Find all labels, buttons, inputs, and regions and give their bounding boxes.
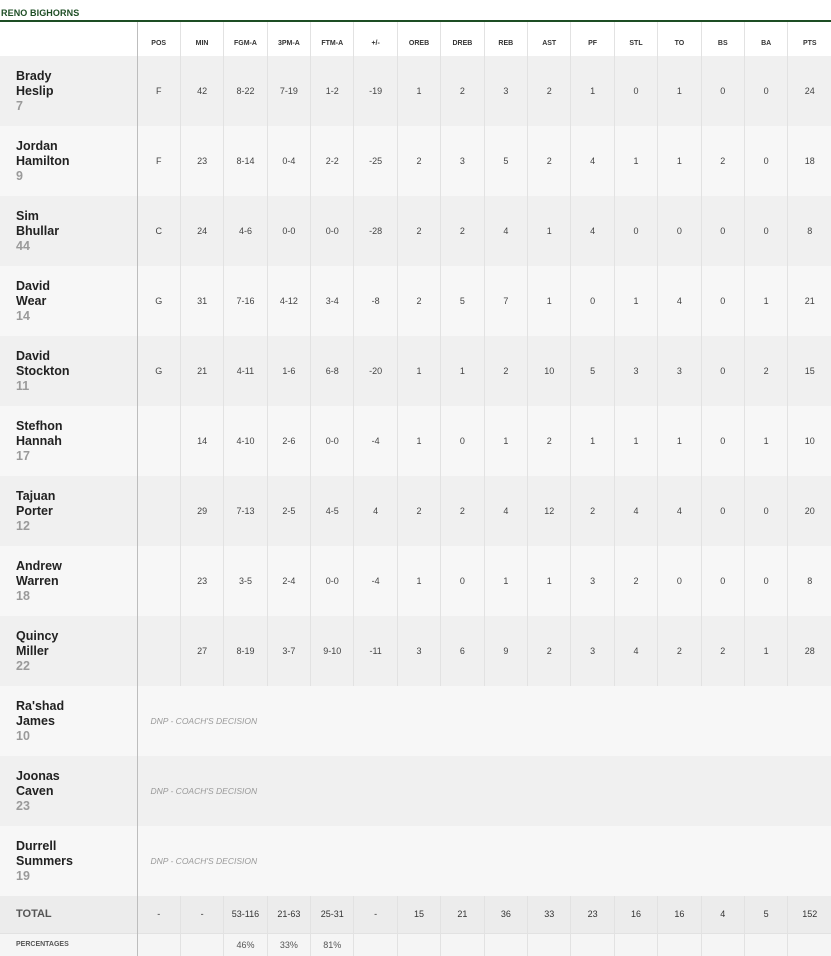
stat-cell-min: 24 [180, 196, 223, 266]
stat-cell-reb: 1 [484, 406, 527, 476]
stat-cell-dreb: 1 [441, 336, 484, 406]
stat-cell-min: 14 [180, 406, 223, 476]
player-first-name[interactable]: Jordan [16, 139, 58, 153]
percentages-row-cell [744, 933, 787, 956]
player-last-name[interactable]: Stockton [16, 364, 70, 378]
player-row [0, 196, 831, 266]
player-last-name[interactable]: Miller [16, 644, 49, 658]
player-row [0, 336, 831, 406]
stat-cell-ba: 0 [744, 126, 787, 196]
player-first-name[interactable]: David [16, 349, 51, 363]
stat-cell-pos [137, 476, 180, 546]
stat-cell-to: 0 [658, 546, 701, 616]
player-last-name[interactable]: Wear [16, 294, 47, 308]
player-name-cell [0, 756, 137, 826]
player-name-cell [0, 546, 137, 616]
stat-cell-ftm-a: 0-0 [311, 546, 354, 616]
stat-cell-: -4 [354, 406, 397, 476]
stat-cell-pts: 20 [788, 476, 831, 546]
player-number: 22 [16, 659, 30, 673]
stat-cell-to: 3 [658, 336, 701, 406]
stat-cell-min: 31 [180, 266, 223, 336]
percentages-row-cell [397, 933, 440, 956]
stat-cell-bs: 0 [701, 56, 744, 126]
column-header-to[interactable]: TO [658, 22, 701, 56]
stat-cell-ast: 12 [528, 476, 571, 546]
stat-cell-3pm-a: 4-12 [267, 266, 310, 336]
stat-cell-: -28 [354, 196, 397, 266]
percentages-row [0, 933, 831, 956]
stat-cell-pf: 5 [571, 336, 614, 406]
stat-cell-reb: 3 [484, 56, 527, 126]
totals-row-cell: 16 [614, 896, 657, 933]
stat-cell-min: 21 [180, 336, 223, 406]
column-header-reb[interactable]: REB [484, 22, 527, 56]
stat-cell-fgm-a: 7-13 [224, 476, 267, 546]
player-row [0, 126, 831, 196]
player-number: 14 [16, 309, 30, 323]
stat-cell-bs: 2 [701, 126, 744, 196]
totals-row-cell: 23 [571, 896, 614, 933]
stat-cell-to: 4 [658, 476, 701, 546]
stat-cell-stl: 1 [614, 406, 657, 476]
stat-cell-pf: 0 [571, 266, 614, 336]
player-name-cell [0, 196, 137, 266]
player-row [0, 616, 831, 686]
stat-cell-to: 1 [658, 56, 701, 126]
percentages-row-cell [614, 933, 657, 956]
stat-cell-to: 1 [658, 406, 701, 476]
stat-cell-stl: 2 [614, 546, 657, 616]
stat-cell-pf: 2 [571, 476, 614, 546]
stat-cell-3pm-a: 3-7 [267, 616, 310, 686]
stat-cell-pos [137, 616, 180, 686]
stat-cell-reb: 7 [484, 266, 527, 336]
stat-cell-stl: 1 [614, 126, 657, 196]
percentages-row-cell [441, 933, 484, 956]
stat-cell-: 4 [354, 476, 397, 546]
stat-cell-reb: 1 [484, 546, 527, 616]
stat-cell-stl: 4 [614, 476, 657, 546]
stat-cell-3pm-a: 0-0 [267, 196, 310, 266]
stat-cell-oreb: 1 [397, 406, 440, 476]
totals-row-cell: 15 [397, 896, 440, 933]
team-name: RENO BIGHORNS [1, 8, 80, 18]
stat-cell-ast: 10 [528, 336, 571, 406]
stat-cell-ba: 1 [744, 406, 787, 476]
stat-cell-pf: 3 [571, 546, 614, 616]
stat-cell-ast: 2 [528, 56, 571, 126]
player-number: 19 [16, 869, 30, 883]
percentages-row-cell [180, 933, 223, 956]
stat-cell-oreb: 1 [397, 336, 440, 406]
percentages-row-cell [484, 933, 527, 956]
stat-cell-stl: 0 [614, 56, 657, 126]
percentages-row-cell [658, 933, 701, 956]
player-first-name[interactable]: Brady [16, 69, 52, 83]
stat-cell-oreb: 1 [397, 56, 440, 126]
stat-cell-3pm-a: 2-6 [267, 406, 310, 476]
player-number: 7 [16, 99, 23, 113]
stat-cell-pos: F [137, 56, 180, 126]
dnp-note: DNP - COACH'S DECISION [137, 686, 831, 756]
totals-row-cell: 36 [484, 896, 527, 933]
stat-cell-pts: 10 [788, 406, 831, 476]
player-first-name[interactable]: Sim [16, 209, 39, 223]
stat-cell-3pm-a: 2-4 [267, 546, 310, 616]
player-number: 11 [16, 379, 30, 393]
column-header-bs[interactable]: BS [701, 22, 744, 56]
stat-cell-min: 29 [180, 476, 223, 546]
player-number: 12 [16, 519, 30, 533]
player-last-name[interactable]: Hamilton [16, 154, 70, 168]
column-header-min[interactable]: MIN [180, 22, 223, 56]
stat-cell-dreb: 2 [441, 196, 484, 266]
totals-row [0, 896, 831, 933]
percentages-row-cell: 33% [267, 933, 310, 956]
stat-cell-bs: 2 [701, 616, 744, 686]
stat-cell-pts: 28 [788, 616, 831, 686]
team-header [0, 0, 831, 22]
totals-row-cell: - [354, 896, 397, 933]
stat-cell-fgm-a: 8-14 [224, 126, 267, 196]
player-number: 10 [16, 729, 30, 743]
stat-cell-ftm-a: 4-5 [311, 476, 354, 546]
stat-cell-: -20 [354, 336, 397, 406]
player-first-name[interactable]: Durrell [16, 839, 57, 853]
player-row [0, 756, 831, 826]
player-first-name[interactable]: Ra'shad [16, 699, 65, 713]
stat-cell-ba: 2 [744, 336, 787, 406]
stat-cell-fgm-a: 3-5 [224, 546, 267, 616]
column-header-row [0, 22, 831, 56]
stat-cell-oreb: 2 [397, 266, 440, 336]
stat-cell-pos: F [137, 126, 180, 196]
stat-cell-bs: 0 [701, 476, 744, 546]
stat-cell-fgm-a: 4-6 [224, 196, 267, 266]
player-first-name[interactable]: Quincy [16, 629, 59, 643]
stat-cell-pos: G [137, 266, 180, 336]
stat-cell-pos: G [137, 336, 180, 406]
totals-row-cell: 152 [788, 896, 831, 933]
stat-cell-ftm-a: 0-0 [311, 406, 354, 476]
player-name-cell [0, 826, 137, 896]
player-name-cell [0, 616, 137, 686]
player-number: 44 [16, 239, 30, 253]
player-first-name[interactable]: Tajuan [16, 489, 56, 503]
dnp-note: DNP - COACH'S DECISION [137, 756, 831, 826]
stat-cell-oreb: 3 [397, 616, 440, 686]
stat-cell-fgm-a: 8-22 [224, 56, 267, 126]
stat-cell-stl: 3 [614, 336, 657, 406]
stat-cell-dreb: 2 [441, 476, 484, 546]
stat-cell-ast: 1 [528, 266, 571, 336]
stat-cell-dreb: 5 [441, 266, 484, 336]
stat-cell-to: 2 [658, 616, 701, 686]
stat-cell-min: 23 [180, 546, 223, 616]
player-name-cell [0, 476, 137, 546]
stat-cell-pf: 4 [571, 126, 614, 196]
stat-cell-ftm-a: 6-8 [311, 336, 354, 406]
player-last-name[interactable]: Porter [16, 504, 53, 518]
totals-row-cell: - [180, 896, 223, 933]
player-name-cell [0, 336, 137, 406]
stat-cell-ast: 1 [528, 546, 571, 616]
totals-row-cell: 16 [658, 896, 701, 933]
player-number: 23 [16, 799, 30, 813]
stat-cell-ba: 0 [744, 56, 787, 126]
stat-cell-reb: 4 [484, 476, 527, 546]
stat-cell-: -11 [354, 616, 397, 686]
column-header-fgm-a[interactable]: FGM-A [224, 22, 267, 56]
player-last-name[interactable]: Warren [16, 574, 59, 588]
percentages-row-cell [137, 933, 180, 956]
stat-cell-pos [137, 406, 180, 476]
stat-cell-ast: 2 [528, 126, 571, 196]
column-header-ast[interactable]: AST [528, 22, 571, 56]
player-number: 18 [16, 589, 30, 603]
player-name-cell [0, 56, 137, 126]
column-header-3pm-a[interactable]: 3PM-A [267, 22, 310, 56]
percentages-row-cell [788, 933, 831, 956]
stat-cell-stl: 0 [614, 196, 657, 266]
player-name-cell [0, 406, 137, 476]
player-last-name[interactable]: Bhullar [16, 224, 60, 238]
column-header-player [0, 22, 137, 56]
stat-cell-fgm-a: 8-19 [224, 616, 267, 686]
percentages-row-cell [571, 933, 614, 956]
column-header-[interactable]: +/- [354, 22, 397, 56]
stat-cell-: -4 [354, 546, 397, 616]
stat-cell-to: 1 [658, 126, 701, 196]
stat-cell-min: 23 [180, 126, 223, 196]
stat-cell-pos: C [137, 196, 180, 266]
stat-cell-dreb: 0 [441, 546, 484, 616]
stat-cell-oreb: 2 [397, 476, 440, 546]
stat-cell-pf: 1 [571, 406, 614, 476]
stat-cell-bs: 0 [701, 336, 744, 406]
stat-cell-pf: 1 [571, 56, 614, 126]
player-name-cell [0, 686, 137, 756]
stat-cell-ba: 0 [744, 476, 787, 546]
stat-cell-ftm-a: 0-0 [311, 196, 354, 266]
player-last-name[interactable]: Heslip [16, 84, 54, 98]
column-header-dreb[interactable]: DREB [441, 22, 484, 56]
player-name-cell [0, 126, 137, 196]
player-row [0, 56, 831, 126]
stat-cell-pts: 24 [788, 56, 831, 126]
stat-cell-ast: 2 [528, 616, 571, 686]
stat-cell-ast: 1 [528, 196, 571, 266]
totals-row-label: TOTAL [0, 896, 137, 933]
stat-cell-pos [137, 546, 180, 616]
totals-row-cell: - [137, 896, 180, 933]
stat-cell-to: 4 [658, 266, 701, 336]
player-last-name[interactable]: Summers [16, 854, 73, 868]
stat-cell-ba: 1 [744, 266, 787, 336]
stat-cell-ftm-a: 9-10 [311, 616, 354, 686]
totals-row-cell: 5 [744, 896, 787, 933]
stat-cell-reb: 2 [484, 336, 527, 406]
stat-cell-3pm-a: 7-19 [267, 56, 310, 126]
stat-cell-pts: 8 [788, 546, 831, 616]
stat-cell-3pm-a: 2-5 [267, 476, 310, 546]
stat-cell-ba: 1 [744, 616, 787, 686]
player-first-name[interactable]: David [16, 279, 51, 293]
stat-cell-oreb: 2 [397, 126, 440, 196]
player-first-name[interactable]: Joonas [16, 769, 60, 783]
percentages-row-cell [528, 933, 571, 956]
stat-cell-ftm-a: 2-2 [311, 126, 354, 196]
stat-cell-: -19 [354, 56, 397, 126]
stat-cell-: -8 [354, 266, 397, 336]
player-number: 9 [16, 169, 23, 183]
stat-cell-ast: 2 [528, 406, 571, 476]
dnp-note: DNP - COACH'S DECISION [137, 826, 831, 896]
stat-cell-pts: 18 [788, 126, 831, 196]
stat-cell-pts: 15 [788, 336, 831, 406]
stat-cell-dreb: 6 [441, 616, 484, 686]
stat-cell-stl: 4 [614, 616, 657, 686]
stat-cell-reb: 9 [484, 616, 527, 686]
stat-cell-fgm-a: 4-10 [224, 406, 267, 476]
player-number: 17 [16, 449, 30, 463]
stat-cell-bs: 0 [701, 406, 744, 476]
totals-row-cell: 4 [701, 896, 744, 933]
stat-cell-reb: 5 [484, 126, 527, 196]
percentages-row-cell [354, 933, 397, 956]
player-row [0, 686, 831, 756]
stat-cell-3pm-a: 1-6 [267, 336, 310, 406]
stat-cell-ftm-a: 3-4 [311, 266, 354, 336]
totals-row-cell: 21 [441, 896, 484, 933]
stat-cell-ftm-a: 1-2 [311, 56, 354, 126]
player-row [0, 826, 831, 896]
stat-cell-dreb: 0 [441, 406, 484, 476]
player-row [0, 476, 831, 546]
totals-row-cell: 25-31 [311, 896, 354, 933]
player-first-name[interactable]: Stefhon [16, 419, 63, 433]
stat-cell-stl: 1 [614, 266, 657, 336]
player-last-name[interactable]: Hannah [16, 434, 62, 448]
column-header-stl[interactable]: STL [614, 22, 657, 56]
percentages-row-cell: 46% [224, 933, 267, 956]
stat-cell-pts: 21 [788, 266, 831, 336]
stat-cell-min: 27 [180, 616, 223, 686]
stat-cell-pts: 8 [788, 196, 831, 266]
player-last-name[interactable]: Caven [16, 784, 54, 798]
stat-cell-min: 42 [180, 56, 223, 126]
player-row [0, 266, 831, 336]
player-row [0, 546, 831, 616]
stat-cell-3pm-a: 0-4 [267, 126, 310, 196]
totals-row-cell: 21-63 [267, 896, 310, 933]
totals-row-cell: 33 [528, 896, 571, 933]
stat-cell-dreb: 2 [441, 56, 484, 126]
stat-cell-dreb: 3 [441, 126, 484, 196]
stat-cell-: -25 [354, 126, 397, 196]
stat-cell-pf: 3 [571, 616, 614, 686]
stat-cell-oreb: 2 [397, 196, 440, 266]
stat-cell-bs: 0 [701, 196, 744, 266]
column-header-ba[interactable]: BA [744, 22, 787, 56]
column-header-oreb[interactable]: OREB [397, 22, 440, 56]
stat-cell-bs: 0 [701, 546, 744, 616]
stat-cell-reb: 4 [484, 196, 527, 266]
stat-cell-ba: 0 [744, 196, 787, 266]
totals-row-cell: 53-116 [224, 896, 267, 933]
column-header-pts[interactable]: PTS [788, 22, 831, 56]
stat-cell-bs: 0 [701, 266, 744, 336]
stat-cell-ba: 0 [744, 546, 787, 616]
percentages-row-label: PERCENTAGES [0, 933, 137, 956]
stat-cell-pf: 4 [571, 196, 614, 266]
column-header-pos[interactable]: POS [137, 22, 180, 56]
player-first-name[interactable]: Andrew [16, 559, 62, 573]
player-name-cell [0, 266, 137, 336]
player-last-name[interactable]: James [16, 714, 55, 728]
box-score-table [0, 22, 831, 956]
stat-cell-oreb: 1 [397, 546, 440, 616]
stat-cell-fgm-a: 4-11 [224, 336, 267, 406]
column-header-pf[interactable]: PF [571, 22, 614, 56]
percentages-row-cell: 81% [311, 933, 354, 956]
percentages-row-cell [701, 933, 744, 956]
column-header-ftm-a[interactable]: FTM-A [311, 22, 354, 56]
stat-cell-fgm-a: 7-16 [224, 266, 267, 336]
player-row [0, 406, 831, 476]
stat-cell-to: 0 [658, 196, 701, 266]
